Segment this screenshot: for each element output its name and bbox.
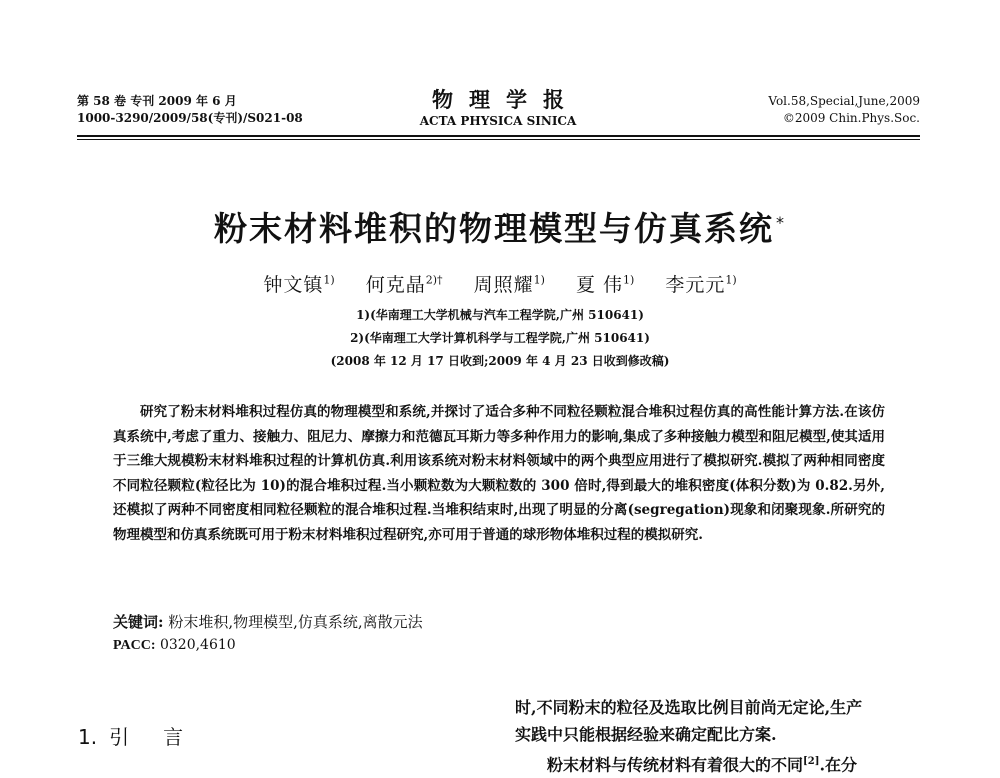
header-rule-thick [77,135,920,137]
paragraph-start [515,748,917,778]
author [366,274,443,296]
author [263,274,334,296]
right-column-text [515,694,917,778]
title-footnote-mark: * [776,213,786,232]
journal-masthead [388,88,608,130]
journal-name-en: ACTA PHYSICA SINICA [419,114,577,128]
author-affil-mark: 1) [622,273,635,287]
author-name: 周照耀 [473,274,534,296]
author-name: 李元元 [665,274,726,296]
keywords [113,611,423,632]
paragraph-text-tail: .在分 [819,755,858,775]
author-affil-mark: 1) [323,273,335,287]
volume-info-en: Vol.58,Special,June,2009 [768,94,920,108]
author-affil-mark: 1) [533,273,545,287]
author-name: 钟文镇 [263,274,324,296]
received-dates: (2008 年 12 月 17 日收到;2009 年 4 月 23 日收到修改稿) [330,354,670,368]
author [474,274,545,296]
copyright: ©2009 Chin.Phys.Soc. [782,111,920,125]
paper-title [0,203,1000,250]
author [665,274,736,296]
header-left [77,93,303,127]
header-rule-thin [77,139,920,140]
paragraph-line: 时,不同粉末的粒径及选取比例目前尚无定论,生产 [515,698,863,717]
affiliation-2: 2)(华南理工大学计算机科学与工程学院,广州 510641) [350,331,650,345]
volume-info: 第 58 卷 专刊 2009 年 6 月 [77,94,237,108]
author [576,274,634,296]
paragraph-text: 粉末材料与传统材料有着很大的不同 [547,755,804,775]
affiliation-1: 1)(华南理工大学机械与汽车工程学院,广州 510641) [356,308,644,322]
journal-name-cn: 物理学报 [432,87,580,112]
header-right [768,93,920,127]
section-heading [78,721,217,750]
author-affil-mark: 1) [725,273,737,287]
abstract: 研究了粉末材料堆积过程仿真的物理模型和系统,并探讨了适合多种不同粒径颗粒混合堆积过程仿真的高性能计算方法.在该仿真系统中,考虑了重力、接触力、阻尼力、摩擦力和范德瓦耳斯力等多种作用力的影响,集成了多种接触力模型和阻尼模型,使其适用于三维大规模粉末材料堆积过程的计算机仿真.利用该系统对粉末材料领域中的两个典型应用进行了模拟研究.模拟了两种相同密度不同粒径颗粒(粒径比为 10)的混合堆积过程.当小颗粒数为大颗粒数的 300 倍时,得到最大的堆积密度(体积分数)为 0.82.另外,还模拟了两种不同密度相同粒径颗粒的混合堆积过程.当堆积结束时,出现了明显的分离(segregation)现象和闭聚现象.所研究的物理模型和仿真系统既可用于粉末材料堆积过程研究,亦可用于普通的球形物体堆积过程的模拟研究. [113,404,885,543]
author-name: 何克晶 [365,274,426,296]
keywords-text: 粉末堆积,物理模型,仿真系统,离散元法 [168,613,423,631]
author-list [0,270,1000,297]
section-number: 1. [78,725,98,749]
citation-mark: [2] [803,756,820,767]
author-name: 夏 伟 [575,274,623,296]
author-affil-mark: 2)† [425,273,443,287]
pacc-codes [113,637,236,654]
paper-title-text: 粉末材料堆积的物理模型与仿真系统 [214,209,774,248]
paragraph-line: 实践中只能根据经验来确定配比方案. [515,725,777,744]
pacc-text: 0320,4610 [159,637,236,653]
keywords-label: 关键词: [113,613,164,631]
pacc-label: PACC: [113,638,156,653]
section-title: 引言 [109,725,218,749]
article-code: 1000-3290/2009/58(专刊)/S021-08 [77,111,303,125]
